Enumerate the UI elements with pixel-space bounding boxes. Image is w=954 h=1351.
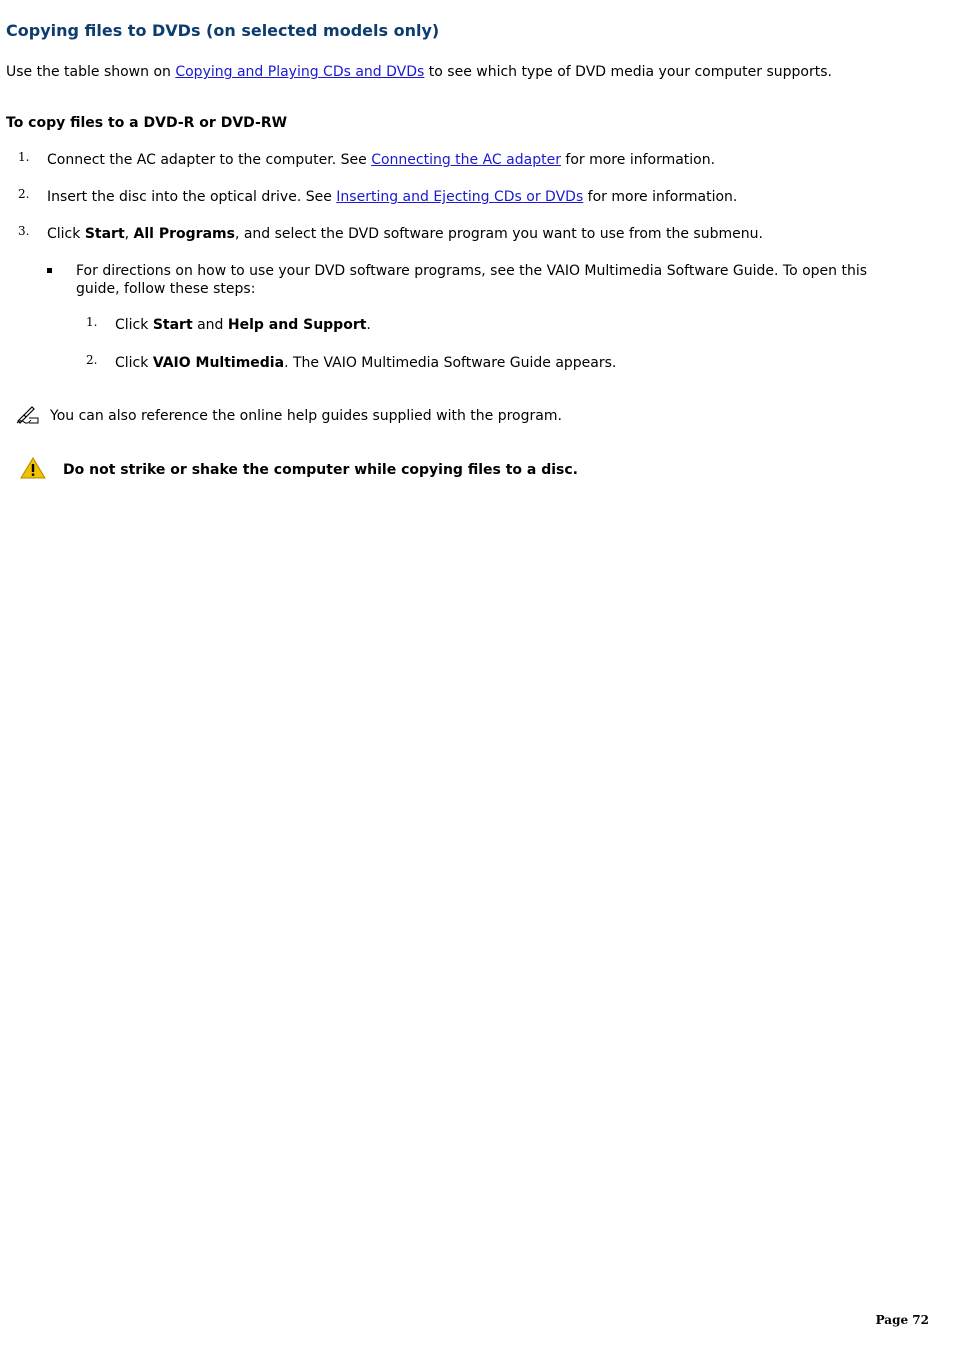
substep-prefix: Click bbox=[115, 317, 153, 333]
substep-after: . The VAIO Multimedia Software Guide appears. bbox=[284, 355, 617, 371]
step-text-after: , and select the DVD software program you want to use from the submenu. bbox=[234, 226, 763, 242]
inserting-ejecting-cds-dvds-link[interactable]: Inserting and Ejecting CDs or DVDs bbox=[336, 189, 584, 205]
step-text-before: Insert the disc into the optical drive. See bbox=[47, 189, 337, 205]
page-number: Page 72 bbox=[875, 1313, 929, 1327]
substep-mid: and bbox=[192, 317, 228, 333]
step-text-after: for more information. bbox=[560, 152, 716, 168]
step-text bbox=[47, 188, 737, 206]
intro-text-before: Use the table shown on bbox=[6, 64, 176, 80]
page-title: Copying files to DVDs (on selected models only) bbox=[6, 21, 440, 40]
copying-playing-cds-dvds-link[interactable]: Copying and Playing CDs and DVDs bbox=[175, 64, 425, 80]
step-number: 1. bbox=[18, 150, 30, 164]
note-pen-icon bbox=[15, 403, 41, 425]
step-text-after: for more information. bbox=[583, 189, 738, 205]
intro-text-after: to see which type of DVD media your computer supports. bbox=[424, 64, 832, 80]
step-separator: , bbox=[124, 226, 134, 242]
step-text-prefix: Click bbox=[47, 226, 85, 242]
connecting-ac-adapter-link[interactable]: Connecting the AC adapter bbox=[371, 152, 561, 168]
note-text: You can also reference the online help guides supplied with the program. bbox=[50, 408, 562, 424]
start-label: Start bbox=[152, 317, 193, 333]
step-number: 2. bbox=[18, 187, 30, 201]
step-text bbox=[47, 225, 763, 243]
note-block bbox=[0, 403, 940, 429]
bullet-text: For directions on how to use your DVD software programs, see the VAIO Multimedia Software Guide. To open this guide, follow these steps: bbox=[76, 263, 868, 297]
intro-paragraph bbox=[6, 63, 832, 81]
warning-triangle-icon bbox=[20, 457, 46, 479]
step-number: 3. bbox=[18, 224, 30, 238]
substep-text bbox=[115, 316, 371, 334]
substep-prefix: Click bbox=[115, 355, 153, 371]
substep-text bbox=[115, 354, 616, 372]
substep-number: 2. bbox=[86, 353, 98, 367]
step-text-before: Connect the AC adapter to the computer. See bbox=[47, 152, 372, 168]
all-programs-label: All Programs bbox=[133, 226, 235, 242]
substep-number: 1. bbox=[86, 315, 98, 329]
substep-after: . bbox=[366, 317, 371, 333]
warning-block bbox=[0, 456, 940, 482]
bullet-square-icon bbox=[47, 268, 52, 273]
start-menu-label: Start bbox=[84, 226, 125, 242]
warning-text: Do not strike or shake the computer while copying files to a disc. bbox=[63, 462, 578, 478]
vaio-multimedia-label: VAIO Multimedia bbox=[152, 355, 285, 371]
step-text bbox=[47, 151, 715, 169]
section-subheading: To copy files to a DVD-R or DVD-RW bbox=[6, 115, 288, 131]
help-and-support-label: Help and Support bbox=[227, 317, 367, 333]
